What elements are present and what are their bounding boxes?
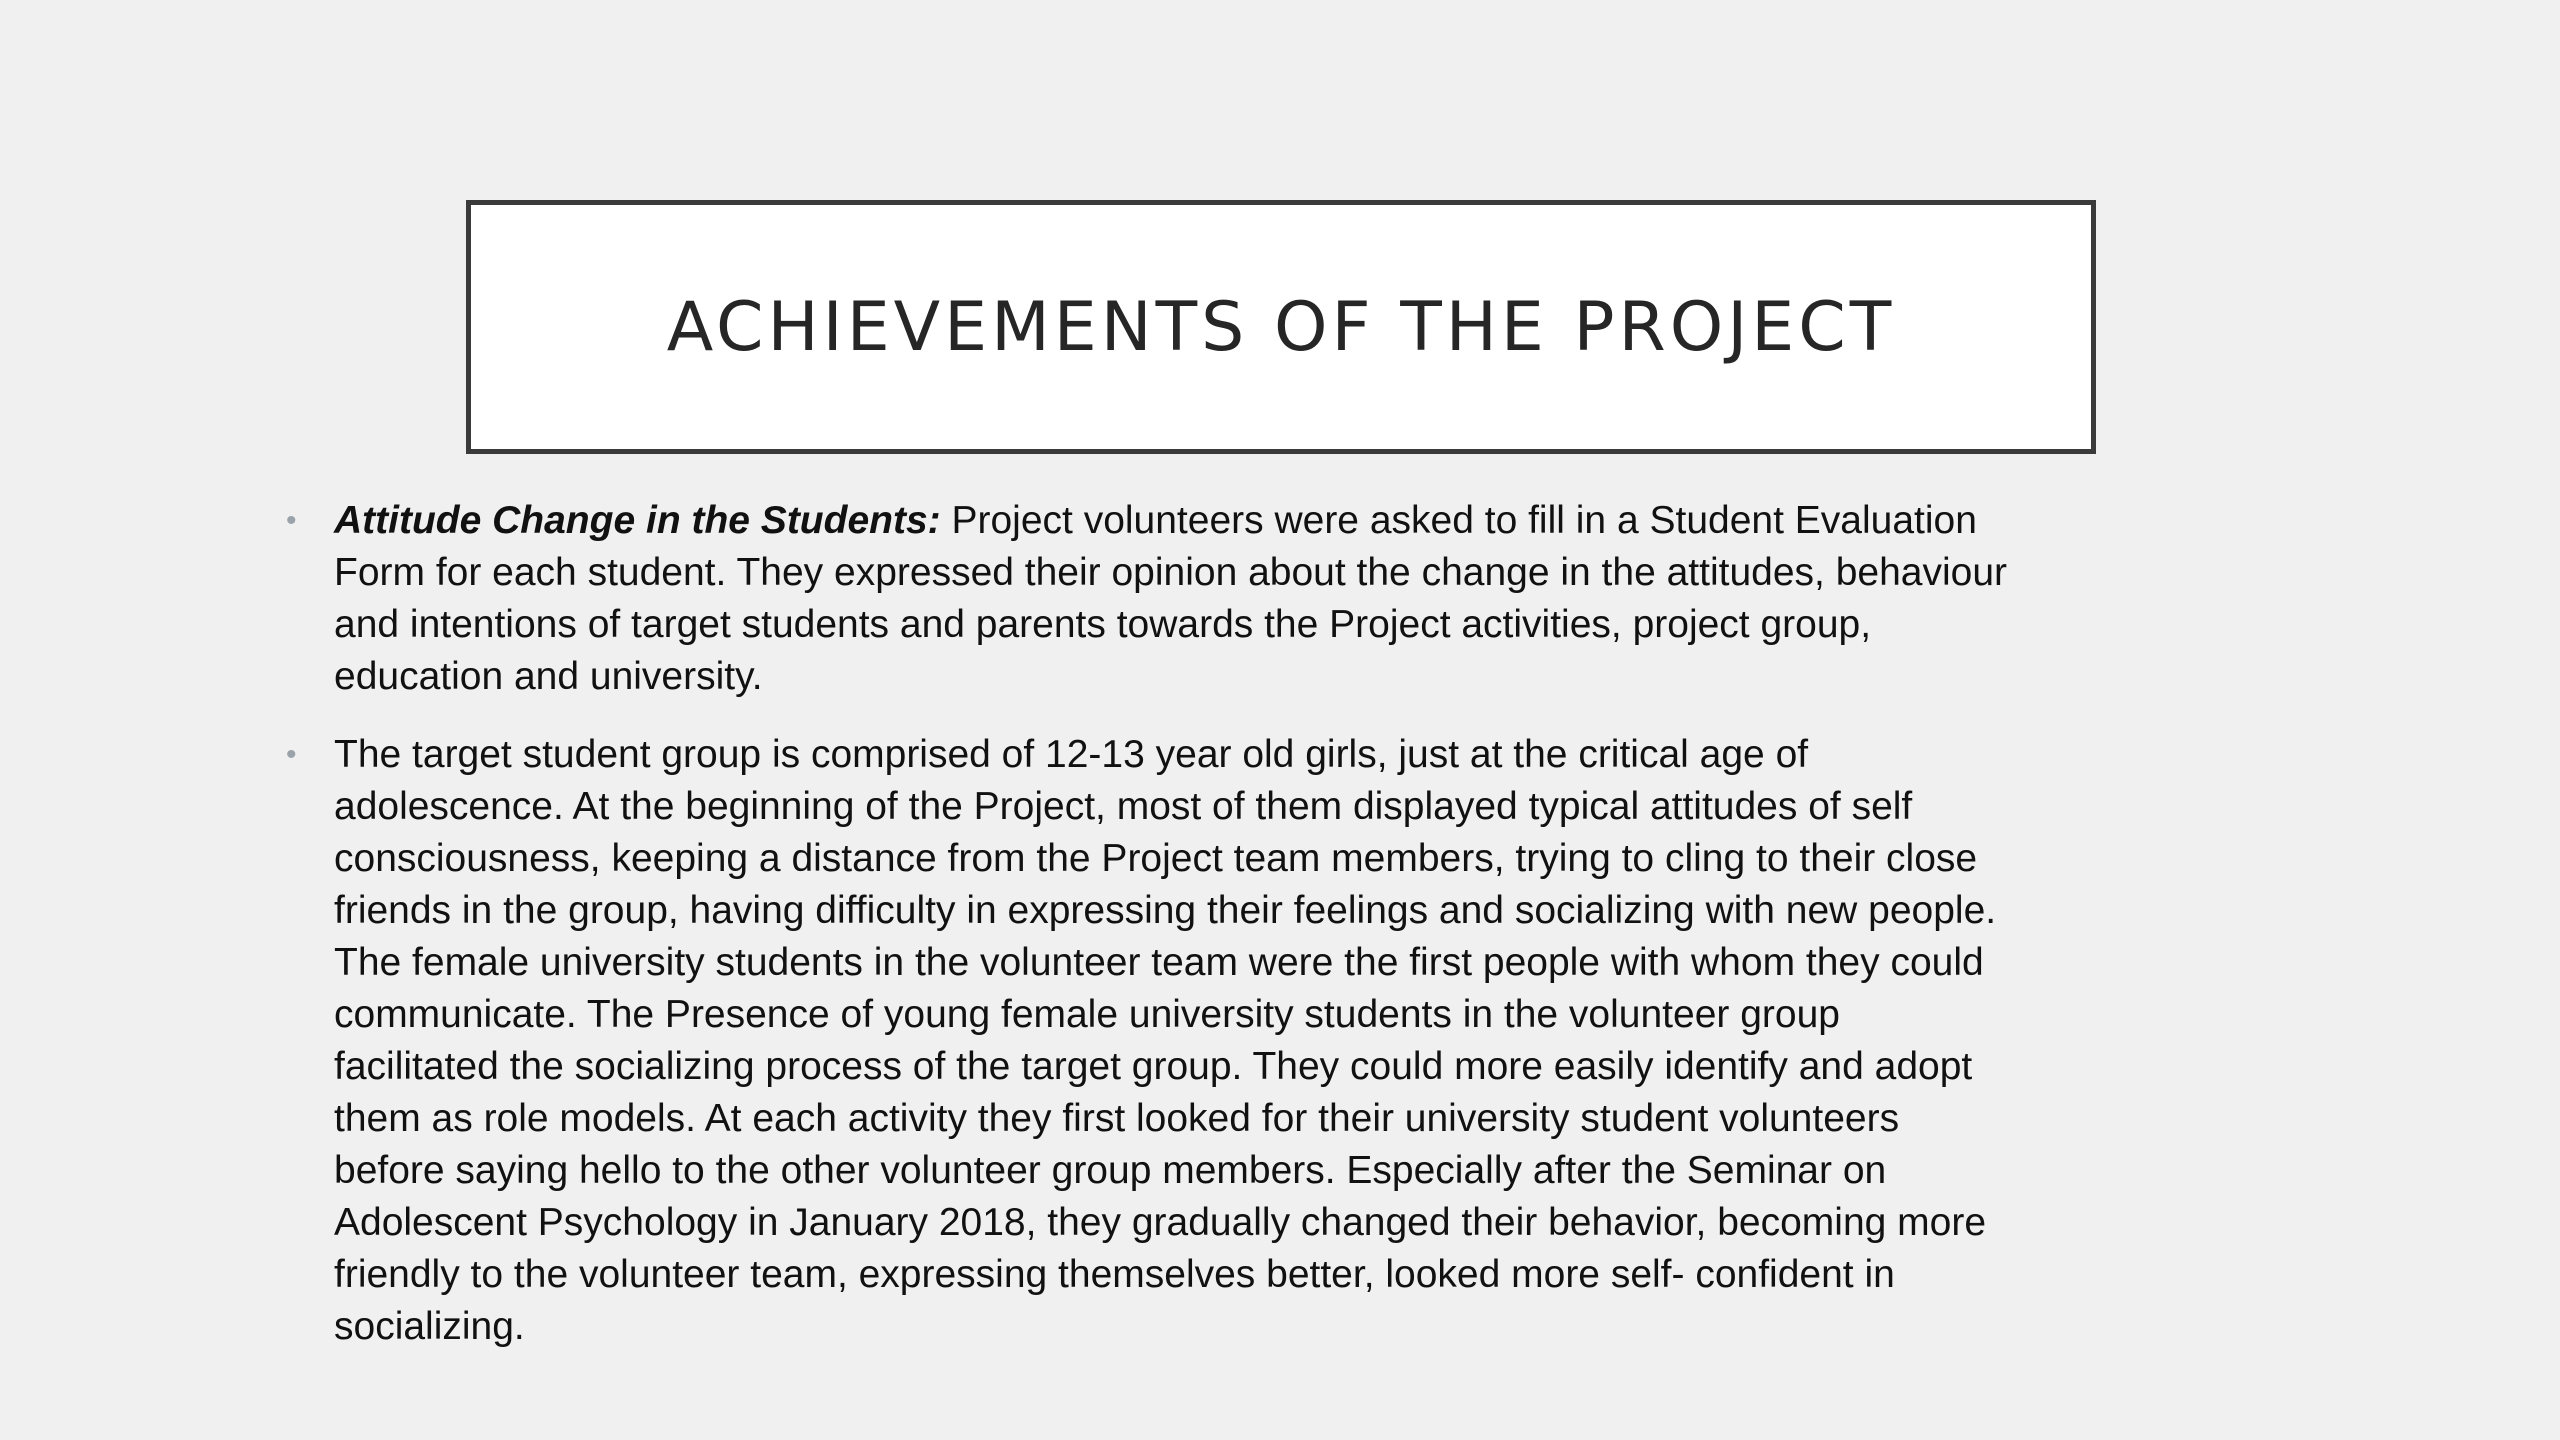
bullet-lead-heading: Attitude Change in the Students: (334, 499, 941, 542)
bullet-list (280, 495, 2280, 1379)
bullet-body-text: Project volunteers were asked to fill in a Student Evaluation Form for each student. They expressed their opinion about the change in the attitudes, behaviour and intentions of target students and parents towards the Project activities, project group, education and university. (334, 499, 2008, 698)
title-box (466, 200, 2096, 454)
bullet-dot-icon: • (286, 504, 297, 537)
bullet-dot-icon: • (286, 738, 297, 771)
slide-title: ACHIEVEMENTS OF THE PROJECT (666, 287, 1896, 367)
bullet-item-attitude-change (280, 495, 2280, 703)
bullet-item-target-group (280, 729, 2280, 1353)
bullet-body-text: The target student group is comprised of 12-13 year old girls, just at the critical age of adolescence. At the beginning of the Project, most of them displayed typical attitudes of self consciousness, keeping a distance from the Project team members, trying to cling to their close friends in the group, having difficulty in expressing their feelings and socializing with new people. The female university students in the volunteer team were the first people with whom they could communicate. The Presence of young female university students in the volunteer group facilitated the socializing process of the target group. They could more easily identify and adopt them as role models. At each activity they first looked for their university student volunteers before saying hello to the other volunteer group members. Especially after the Seminar on Adolescent Psychology in January 2018, they gradually changed their behavior, becoming more friendly to the volunteer team, expressing themselves better, looked more self- confident in socializing. (334, 733, 1997, 1348)
